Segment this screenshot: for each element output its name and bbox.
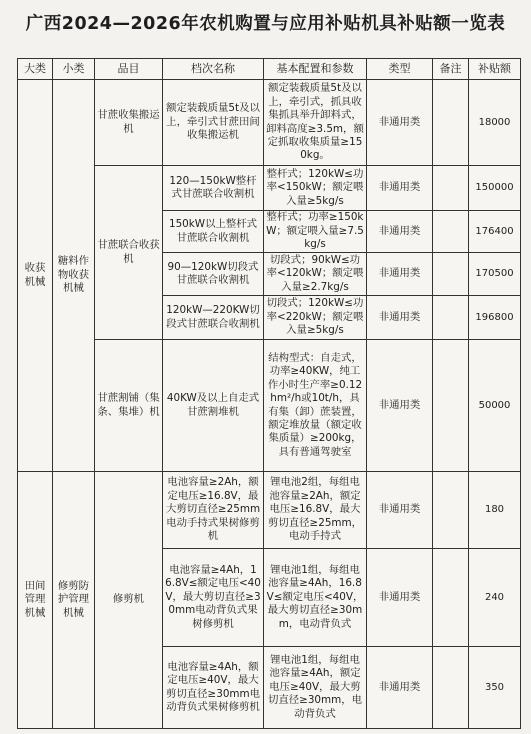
subsidy-table (17, 58, 521, 729)
amount-cell: 350 (469, 647, 521, 729)
note-cell (433, 472, 469, 549)
grade-cell: 电池容量≥4Ah，额定电压≥40V，最大剪切直径≥30mm电动背负式果树修剪机 (163, 647, 264, 729)
item-cell: 甘蔗割铺（集条、集堆）机 (95, 340, 163, 472)
category-cell: 收获机械 (18, 80, 53, 472)
params-cell: 切段式；90kW≤功率<120kW；额定喂入量≥2.7kg/s (264, 253, 367, 296)
type-cell: 非通用类 (367, 211, 433, 253)
params-cell: 锂电池2组，每组电池容量≥2Ah，额定电压≥16.8V，最大剪切直径≥25mm，电动手持式 (264, 472, 367, 549)
grade-cell: 90—120kW切段式甘蔗联合收割机 (163, 253, 264, 296)
type-cell: 非通用类 (367, 253, 433, 296)
header-cell: 备注 (433, 59, 469, 80)
params-cell: 锂电池1组，每组电池容量≥4Ah，额定电压≥40V，最大剪切直径≥30mm，电动背负式 (264, 647, 367, 729)
page-title: 广西2024—2026年农机购置与应用补贴机具补贴额一览表 (25, 14, 506, 34)
params-cell: 锂电池1组，每组电池容量≥4Ah，16.8V≤额定电压<40V，最大剪切直径≥30mm，电动背负式 (264, 549, 367, 647)
item-cell: 甘蔗联合收获机 (95, 166, 163, 340)
grade-cell: 电池容量≥4Ah，16.8V≤额定电压<40V，最大剪切直径≥30mm电动背负式果树修剪机 (163, 549, 264, 647)
amount-cell: 176400 (469, 211, 521, 253)
params-cell: 整杆式；120kW≤功率<150kW；额定喂入量≥5kg/s (264, 166, 367, 211)
grade-cell: 电池容量≥2Ah，额定电压≥16.8V，最大剪切直径≥25mm电动手持式果树修剪机 (163, 472, 264, 549)
table-row (18, 472, 521, 549)
type-cell: 非通用类 (367, 340, 433, 472)
header-cell: 补贴额 (469, 59, 521, 80)
note-cell (433, 296, 469, 340)
type-cell: 非通用类 (367, 80, 433, 166)
header-cell: 类型 (367, 59, 433, 80)
subcategory-cell: 糖料作物收获机械 (53, 80, 95, 472)
note-cell (433, 340, 469, 472)
grade-cell: 120—150kW整杆式甘蔗联合收割机 (163, 166, 264, 211)
amount-cell: 170500 (469, 253, 521, 296)
header-cell: 基本配置和参数 (264, 59, 367, 80)
type-cell: 非通用类 (367, 549, 433, 647)
item-cell: 甘蔗收集搬运机 (95, 80, 163, 166)
params-cell: 切段式；120kW≤功率<220kW；额定喂入量≥5kg/s (264, 296, 367, 340)
header-cell: 品目 (95, 59, 163, 80)
note-cell (433, 549, 469, 647)
grade-cell: 40KW及以上自走式甘蔗割堆机 (163, 340, 264, 472)
subcategory-cell: 修剪防护管理机械 (53, 472, 95, 729)
amount-cell: 240 (469, 549, 521, 647)
header-cell: 大类 (18, 59, 53, 80)
grade-cell: 120kW—220KW切段式甘蔗联合收割机 (163, 296, 264, 340)
category-cell: 田间管理机械 (18, 472, 53, 729)
note-cell (433, 647, 469, 729)
amount-cell: 18000 (469, 80, 521, 166)
header-cell: 档次名称 (163, 59, 264, 80)
amount-cell: 50000 (469, 340, 521, 472)
item-cell: 修剪机 (95, 472, 163, 729)
amount-cell: 150000 (469, 166, 521, 211)
note-cell (433, 211, 469, 253)
amount-cell: 196800 (469, 296, 521, 340)
header-row (18, 59, 521, 80)
params-cell: 额定装载质量5t及以上，牵引式，抓具收集抓具举升卸料式，卸料高度≥3.5m，额定抓取收集质量≥150kg。 (264, 80, 367, 166)
type-cell: 非通用类 (367, 647, 433, 729)
params-cell: 整杆式；功率≥150kW；额定喂入量≥7.5kg/s (264, 211, 367, 253)
table-row (18, 80, 521, 166)
amount-cell: 180 (469, 472, 521, 549)
header-cell: 小类 (53, 59, 95, 80)
note-cell (433, 253, 469, 296)
type-cell: 非通用类 (367, 166, 433, 211)
grade-cell: 额定装载质量5t及以上，牵引式甘蔗田间收集搬运机 (163, 80, 264, 166)
note-cell (433, 80, 469, 166)
note-cell (433, 166, 469, 211)
params-cell: 结构型式：自走式，功率≥40KW，纯工作小时生产率≥0.12hm²/h或10t/h，具有集（卸）蔗装置，额定堆放量（额定收集质量）≥200kg，具有普通驾驶室 (264, 340, 367, 472)
grade-cell: 150kW以上整杆式甘蔗联合收割机 (163, 211, 264, 253)
type-cell: 非通用类 (367, 296, 433, 340)
type-cell: 非通用类 (367, 472, 433, 549)
